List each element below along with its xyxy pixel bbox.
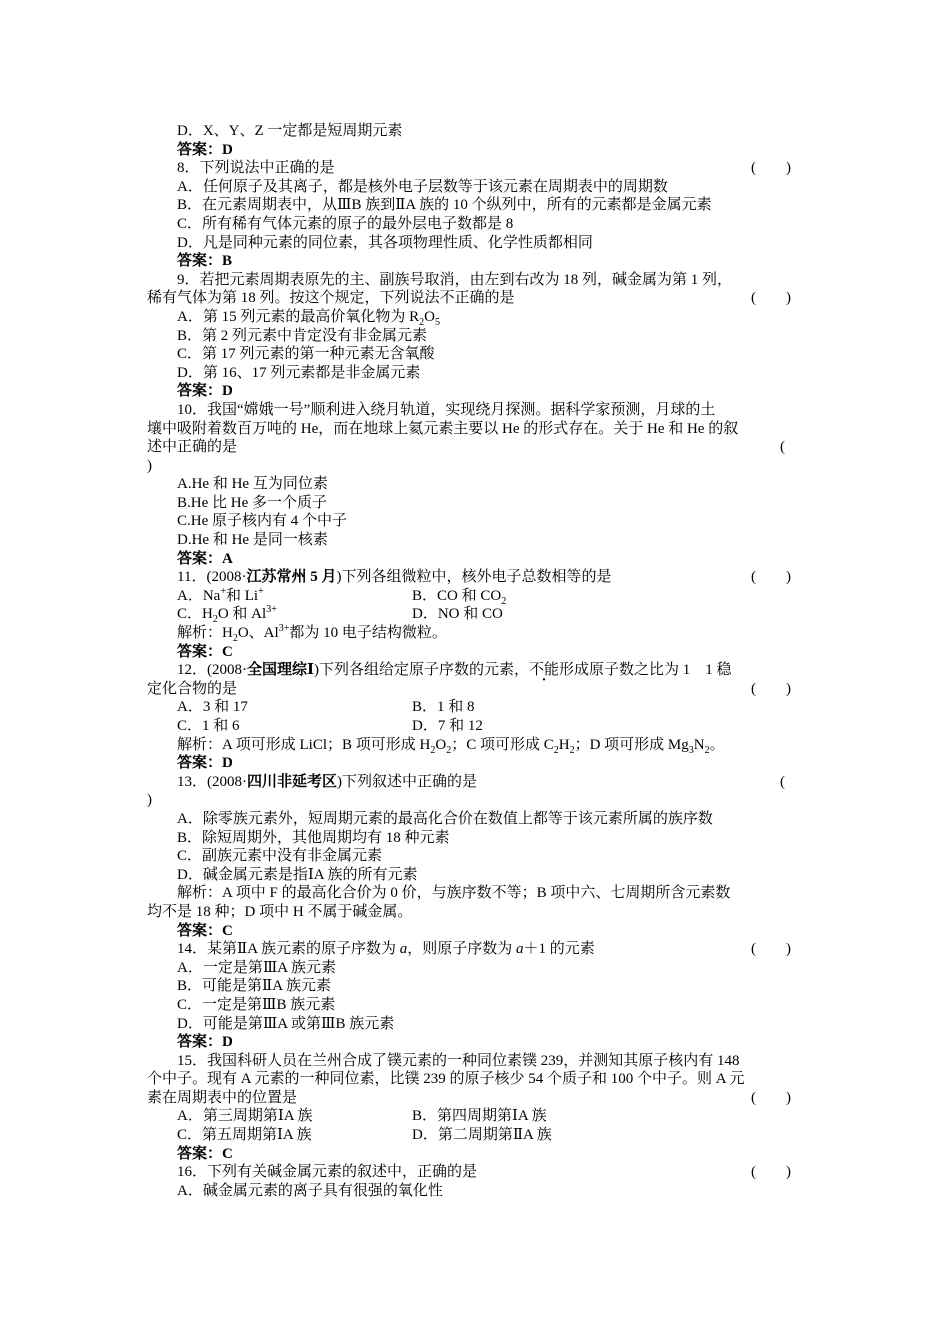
answer-value: C [222,1145,233,1162]
source-label: 江苏常州 5 月 [246,569,337,586]
option-c: C．第 17 列元素的第一种元素无含氧酸 [177,346,435,363]
emphasis-text: 不能 [529,662,560,679]
option-c: C．副族元素中没有非金属元素 [177,848,383,865]
question-9-stem-cont: 稀有气体为第 18 列。按这个规定，下列说法不正确的是 ( ) [147,290,791,307]
option-d: D.He 和 He 是同一核素 [177,532,328,549]
question-13-stem: 13．(2008·四川非延考区)下列叙述中正确的是 ( [177,773,785,790]
option-d [147,122,797,141]
option-c: C.He 原子核内有 4 个中子 [177,513,347,530]
answer-value: D [222,755,233,772]
option-c: C．1 和 6 [177,718,240,734]
option-a: A．第三周期第ⅠA 族 [177,1108,313,1125]
answer-blank: ( ) [751,1089,791,1106]
option-row [147,698,797,717]
option-d: D．碱金属元素是指ⅠA 族的所有元素 [177,866,418,883]
answer-line: 答案：C [177,1145,233,1162]
option-b: B.He 比 He 多一个质子 [177,494,327,511]
option-a: A．任何原子及其离子，都是核外电子层数等于该元素在周期表中的周期数 [177,178,668,195]
answer-blank: ( ) [751,1164,791,1181]
question-16-stem: 16．下列有关碱金属元素的叙述中，正确的是 ( ) [177,1164,791,1181]
option-a: A．碱金属元素的离子具有很强的氧化性 [177,1182,443,1199]
option-d: D．7 和 12 [412,718,483,734]
question-10-stem-cont: 壤中吸附着数百万吨的 He，而在地球上氦元素主要以 He 的形式存在。关于 He 和 He 的叙 [147,420,739,437]
option-c: C．第五周期第ⅠA 族 [177,1127,312,1144]
question-10-stem-cont: 述中正确的是 ( [147,439,785,456]
answer-blank: ( ) [751,941,791,958]
question-8-stem: 8．下列说法中正确的是 ( ) [177,160,791,177]
option-c: C．$H_2O$ 和 $Al^{3+}$ [177,604,277,626]
answer-line: 答案：A [177,550,233,567]
question-14-stem: 14．某第ⅡA 族元素的原子序数为 a，则原子序数为 a＋1 的元素 ( ) [177,941,791,958]
explanation: 解析：$H_2O$、$Al^{3+}$都为 10 电子结构微粒。 [177,623,447,645]
option-a: A．Na+和 Li+ [177,585,264,604]
answer-value: A [222,550,233,567]
answer-value: D [222,383,233,400]
answer-blank: ( [780,773,785,790]
option-a: A．第 15 列元素的最高价氧化物为 $R_2O_5$ [177,308,440,328]
option-d: D．可能是第ⅢA 或第ⅢB 族元素 [177,1015,395,1032]
explanation: 解析：A 项中 F 的最高化合价为 0 价，与族序数不等；B 项中六、七周期所含元素数 [177,885,731,902]
answer-line: 答案：C [177,922,233,939]
option-b: B．除短周期外，其他周期均有 18 种元素 [177,829,450,846]
option-text: D．X、Y、Z 一定都是短周期元素 [177,123,403,139]
option-d: D．第 16、17 列元素都是非金属元素 [177,364,421,381]
answer-blank: ( ) [751,160,791,177]
option-b: B．1 和 8 [412,699,475,716]
answer-blank: ( ) [751,290,791,307]
question-9-stem: 9．若把元素周期表原先的主、副族号取消，由左到右改为 18 列，碱金属为第 1 列， [177,271,733,288]
explanation-cont: 均不是 18 种；D 项中 H 不属于碱金属。 [147,903,413,920]
answer-value: C [222,922,233,939]
option-row [147,605,797,624]
option-b: B．CO 和 $CO_2$ [412,587,507,607]
option-b: B．可能是第ⅡA 族元素 [177,978,331,995]
answer-value: C [222,643,233,660]
question-15-stem-cont: 个中子。现有 A 元素的一种同位素，比镤 239 的原子核少 54 个质子和 100 个中子。则 A 元 [147,1071,745,1088]
source-label: 全国理综Ⅰ [247,662,315,679]
question-10-stem: 10．我国“嫦娥一号”顺利进入绕月轨道，实现绕月探测。据科学家预测，月球的土 [177,401,716,418]
option-c: C．所有稀有气体元素的原子的最外层电子数都是 8 [177,215,514,232]
question-12-stem: 12．(2008·全国理综Ⅰ)下列各组给定原子序数的元素，不能形成原子数之比为 1 1 稳 [177,662,732,679]
option-row [147,717,797,736]
option-a: A．3 和 17 [177,699,248,716]
question-15-stem: 15．我国科研人员在兰州合成了镤元素的一种同位素镤 239，并测知其原子核内有 148 [177,1052,740,1069]
option-d: D．NO 和 CO [412,606,503,623]
option-row [147,1107,797,1126]
option-d: D．第二周期第ⅡA 族 [412,1127,552,1144]
answer-line: 答案：D [177,141,233,158]
question-12-stem-cont: 定化合物的是 ( ) [147,680,791,697]
answer-blank: ( ) [751,680,791,697]
source-label: 四川非延考区 [247,773,338,790]
option-a: A．一定是第ⅢA 族元素 [177,959,337,976]
answer-line: 答案：B [177,253,233,270]
option-row [147,587,797,606]
answer-line: 答案：D [177,1034,233,1051]
question-15-stem-cont: 素在周期表中的位置是 ( ) [147,1089,791,1106]
question-list [147,122,797,1200]
option-b: B．第 2 列元素中肯定没有非金属元素 [177,327,428,344]
answer-line: 答案：C [177,643,233,660]
answer-value: B [222,253,233,270]
option-b: B．第四周期第ⅠA 族 [412,1108,547,1125]
option-d: D．凡是同种元素的同位素，其各项物理性质、化学性质都相同 [177,234,593,251]
option-a: A.He 和 He 互为同位素 [177,476,328,493]
explanation: 解析：A 项可形成 LiCl；B 项可形成 $H_2O_2$；C 项可形成 $C_2H_2$；D 项可形成 $Mg_3N_2$。 [177,736,725,756]
answer-line: 答案：D [177,755,233,772]
answer-blank-close: ) [147,792,152,809]
question-11-stem: 11．(2008·江苏常州 5 月)下列各组微粒中，核外电子总数相等的是 ( ) [177,569,791,586]
answer-value: D [222,1034,233,1051]
answer-blank: ( [780,439,785,456]
option-b: B．在元素周期表中，从ⅢB 族到ⅡA 族的 10 个纵列中，所有的元素都是金属元素 [177,197,712,214]
option-a: A．除零族元素外，短周期元素的最高化合价在数值上都等于该元素所属的族序数 [177,810,713,827]
answer-blank: ( ) [751,569,791,586]
answer-line: 答案：D [177,383,233,400]
answer-value: D [222,141,233,158]
answer-blank-close: ) [147,457,152,474]
option-c: C．一定是第ⅢB 族元素 [177,996,336,1013]
option-row [147,1126,797,1145]
